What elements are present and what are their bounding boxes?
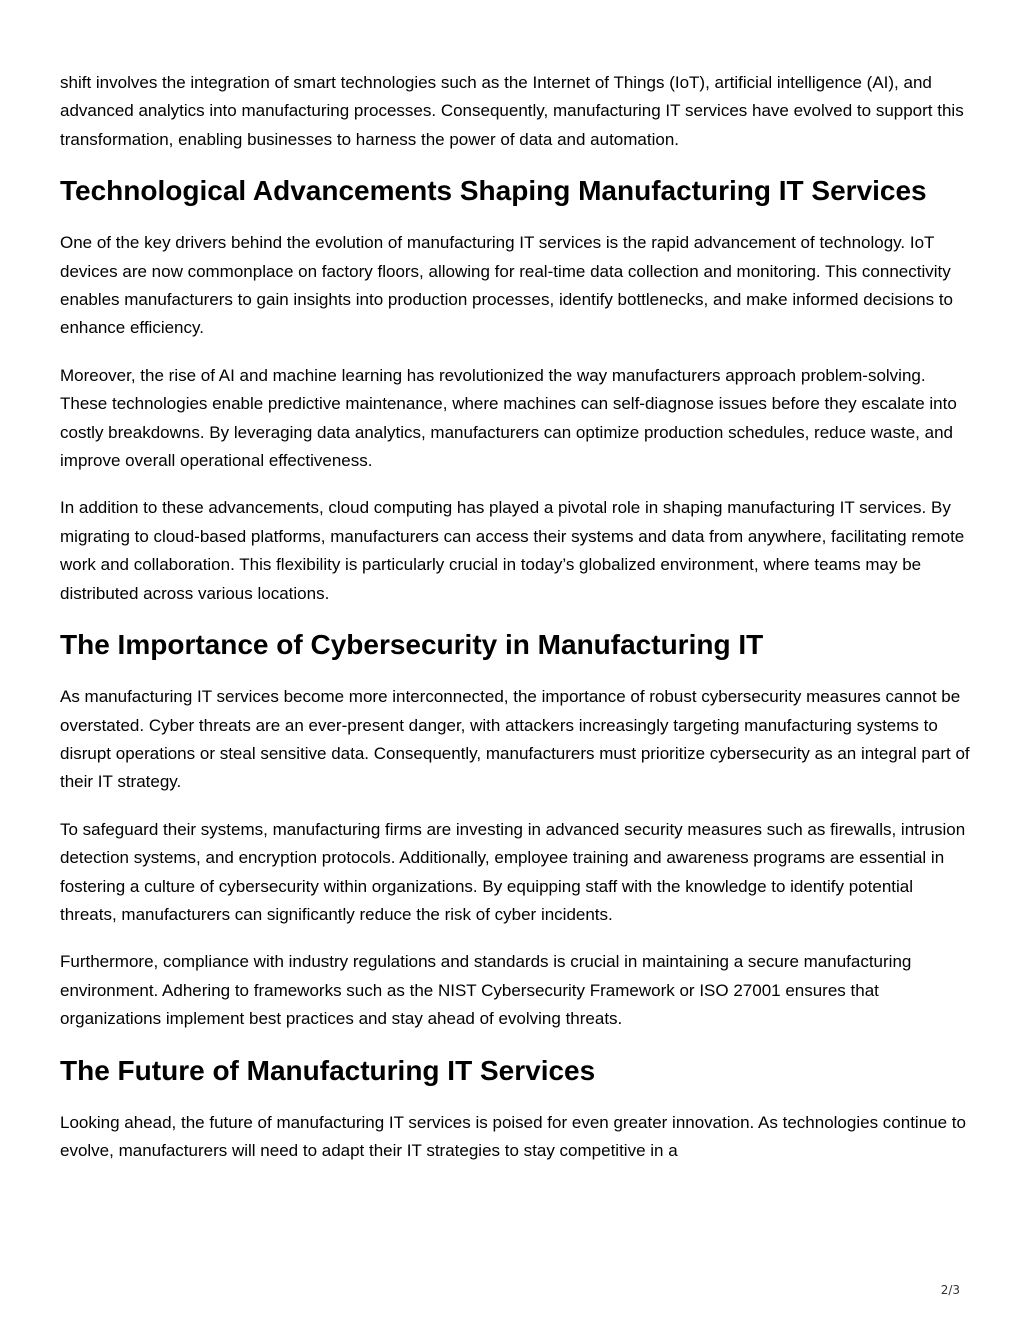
paragraph-cloud-computing: In addition to these advancements, cloud computing has played a pivotal role in shaping manufacturing IT services. By migrating to cloud-based platforms, manufacturers can access their systems and data from anywhere, facilitating remote work and collaboration. This flexibility is particularly crucial in today’s globalized environment, where teams may be distributed across various locations.: [60, 498, 965, 603]
heading-technological-advancements: Technological Advancements Shaping Manufacturing IT Services: [60, 175, 927, 207]
intro-paragraph: shift involves the integration of smart technologies such as the Internet of Things (IoT), artificial intelligence (AI), and advanced analytics into manufacturing processes. Consequently, manufacturing IT services have evolved to support this transformation, enabling businesses to harness the power of data and automation.: [60, 73, 964, 149]
page-number: 2/3: [940, 1283, 960, 1297]
paragraph-key-drivers: One of the key drivers behind the evolution of manufacturing IT services is the rapid advancement of technology. IoT devices are now commonplace on factory floors, allowing for real-time data collection and monitoring. This connectivity enables manufacturers to gain insights into production processes, identify bottlenecks, and make informed decisions to enhance efficiency.: [60, 233, 953, 338]
paragraph-compliance: Furthermore, compliance with industry regulations and standards is crucial in maintaining a secure manufacturing environment. Adhering to frameworks such as the NIST Cybersecurity Framework or ISO 27001 ensures that organizations implement best practices and stay ahead of evolving threats.: [60, 952, 912, 1029]
document-body: [60, 69, 970, 1184]
paragraph-future-outlook: Looking ahead, the future of manufacturing IT services is poised for even greater innovation. As technologies continue to evolve, manufacturers will need to adapt their IT strategies to stay competitive in a: [60, 1112, 966, 1160]
paragraph-ai-machine-learning: Moreover, the rise of AI and machine learning has revolutionized the way manufacturers approach problem-solving. These technologies enable predictive maintenance, where machines can self-diagnose issues before they escalate into costly breakdowns. By leveraging data analytics, manufacturers can optimize production schedules, reduce waste, and improve overall operational effectiveness.: [60, 365, 957, 471]
paragraph-cyber-threats: As manufacturing IT services become more interconnected, the importance of robust cybersecurity measures cannot be overstated. Cyber threats are an ever-present danger, with attackers increasingly targeting manufacturing systems to disrupt operations or steal sensitive data. Consequently, manufacturers must prioritize cybersecurity as an integral part of their IT strategy.: [60, 687, 970, 792]
paragraph-safeguards: To safeguard their systems, manufacturing firms are investing in advanced security measures such as firewalls, intrusion detection systems, and encryption protocols. Additionally, employee training and awareness programs are essential in fostering a culture of cybersecurity within organizations. By equipping staff with the knowledge to identify potential threats, manufacturers can significantly reduce the risk of cyber incidents.: [60, 819, 966, 924]
heading-future: The Future of Manufacturing IT Services: [60, 1054, 596, 1086]
heading-cybersecurity: The Importance of Cybersecurity in Manufacturing IT: [60, 629, 764, 661]
